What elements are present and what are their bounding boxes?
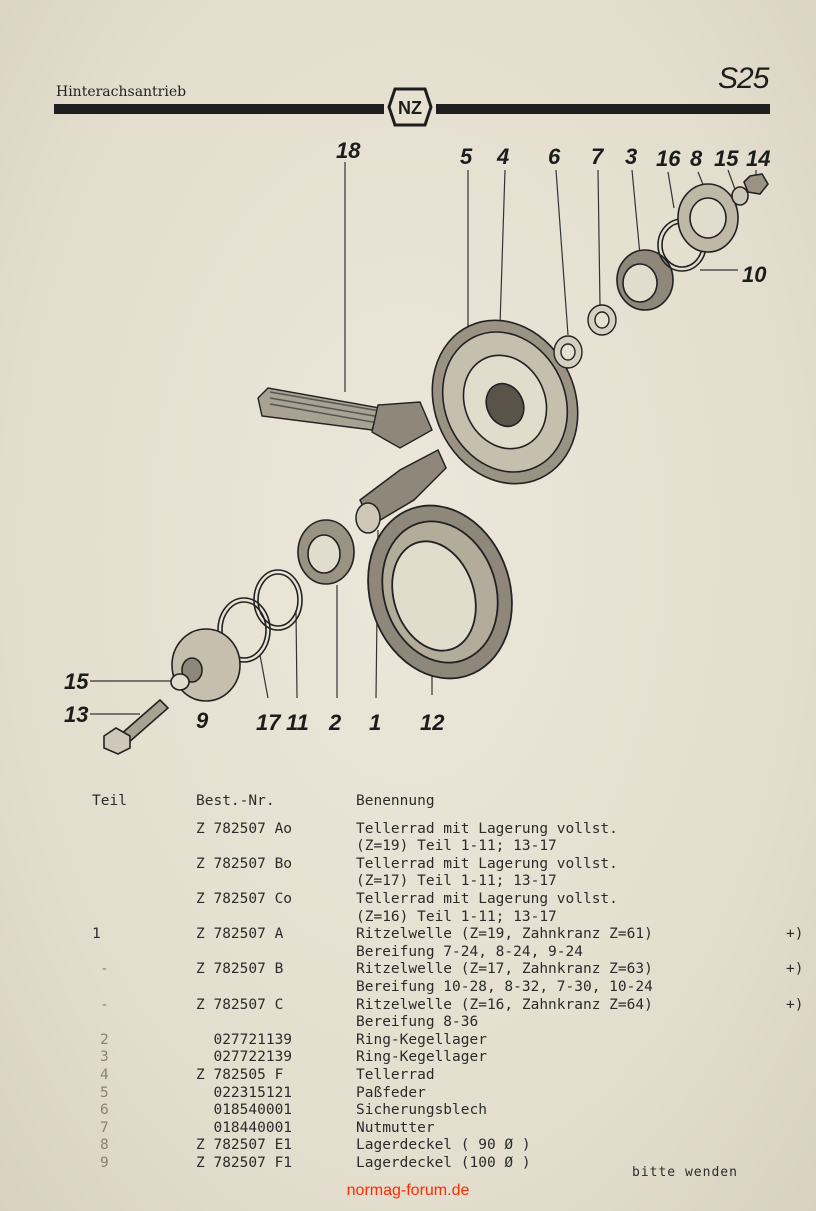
cell-best-nr [196, 909, 356, 927]
cell-benennung [356, 873, 756, 891]
cell-teil: - [100, 996, 109, 1013]
nz-logo-icon [387, 87, 433, 127]
cell-benennung [356, 1014, 756, 1032]
benennung-text: Nutmutter [356, 1119, 435, 1136]
cell-best-nr [196, 979, 356, 997]
callout-15-bottom: 15 [64, 669, 89, 694]
table-row [84, 1032, 756, 1050]
table-row [84, 891, 756, 909]
cell-teil: 1 [92, 926, 101, 943]
benennung-text: Tellerrad mit Lagerung vollst. [356, 855, 618, 872]
table-row [84, 979, 756, 997]
table-body [84, 820, 804, 1173]
table-row [84, 838, 756, 856]
benennung-text: (Z=16) Teil 1-11; 13-17 [356, 908, 557, 925]
cell-teil: 4 [100, 1066, 109, 1083]
cell-teil: 6 [100, 1102, 109, 1119]
header-best-nr: Best.-Nr. [196, 793, 275, 809]
cell-best-nr: Z 782507 A [196, 926, 284, 943]
cell-teil [84, 856, 196, 874]
cell-benennung [356, 961, 804, 979]
table-row [84, 961, 756, 979]
cell-benennung [356, 996, 804, 1015]
benennung-text: Ritzelwelle (Z=19, Zahnkranz Z=61) [356, 926, 653, 943]
benennung-text: Bereifung 10-28, 8-32, 7-30, 10-24 [356, 978, 653, 995]
cell-benennung [356, 1032, 756, 1050]
benennung-text: (Z=17) Teil 1-11; 13-17 [356, 873, 557, 890]
cell-best-nr: 022315121 [196, 1084, 293, 1101]
cell-teil: - [100, 961, 109, 978]
cell-teil [84, 873, 196, 891]
cell-benennung [356, 821, 756, 839]
cell-teil: 3 [100, 1049, 109, 1066]
table-row [84, 1120, 756, 1138]
benennung-text: (Z=19) Teil 1-11; 13-17 [356, 838, 557, 855]
table-row [84, 873, 756, 891]
cell-teil [84, 838, 196, 856]
cell-best-nr: 018540001 [196, 1102, 293, 1119]
table-row [84, 1085, 756, 1103]
benennung-text: Bereifung 7-24, 8-24, 9-24 [356, 943, 583, 960]
cell-teil: 9 [100, 1154, 109, 1171]
cell-benennung [356, 891, 756, 909]
cell-best-nr: Z 782507 Bo [196, 855, 293, 872]
table-header-row [84, 793, 756, 821]
benennung-text: Ring-Kegellager [356, 1031, 487, 1048]
callout-8: 8 [690, 146, 703, 171]
cell-benennung [356, 1120, 756, 1138]
callout-14: 14 [746, 146, 771, 171]
callout-4: 4 [497, 144, 510, 169]
callout-13: 13 [64, 702, 89, 727]
table-row [84, 1014, 756, 1032]
table-row [84, 821, 756, 839]
cell-benennung [356, 1085, 756, 1103]
note-marker: +) [786, 996, 804, 1013]
cell-best-nr: Z 782507 C [196, 996, 284, 1013]
header-rule-left [54, 104, 384, 114]
benennung-text: Ring-Kegellager [356, 1049, 487, 1066]
benennung-text: Ritzelwelle (Z=16, Zahnkranz Z=64) [356, 996, 653, 1013]
cell-best-nr: Z 782505 F [196, 1066, 284, 1083]
benennung-text: Paßfeder [356, 1084, 426, 1101]
cell-best-nr: Z 782507 E1 [196, 1137, 293, 1154]
table-row [84, 856, 756, 874]
benennung-text: Bereifung 8-36 [356, 1014, 479, 1031]
callout-5: 5 [460, 144, 473, 169]
callout-3: 3 [625, 144, 638, 169]
cell-best-nr [196, 873, 356, 891]
cell-teil [84, 944, 196, 962]
cell-benennung [356, 926, 804, 944]
benennung-text: Sicherungsblech [356, 1102, 487, 1119]
table-row [84, 926, 756, 944]
callout-1: 1 [369, 710, 382, 735]
cell-best-nr: Z 782507 Co [196, 890, 293, 907]
callout-10: 10 [742, 262, 767, 287]
cell-best-nr [196, 1014, 356, 1032]
header-benennung: Benennung [356, 793, 435, 809]
table-row [84, 1137, 756, 1155]
cell-benennung [356, 944, 756, 962]
callout-7: 7 [591, 144, 604, 169]
table-row [84, 997, 756, 1015]
header-teil: Teil [92, 793, 127, 809]
table-row [84, 909, 756, 927]
header-rule-right [436, 104, 770, 114]
callout-15-top: 15 [714, 146, 739, 171]
cell-teil: 5 [100, 1084, 109, 1101]
section-title: Hinterachsantrieb [56, 84, 187, 100]
note-marker: +) [786, 926, 804, 943]
cell-benennung [356, 1067, 756, 1085]
cell-benennung [356, 1137, 756, 1155]
cell-benennung [356, 979, 756, 997]
callout-6: 6 [548, 144, 561, 169]
callout-12: 12 [420, 710, 445, 735]
benennung-text: Tellerrad [356, 1066, 435, 1083]
benennung-text: Tellerrad mit Lagerung vollst. [356, 820, 618, 837]
cell-best-nr: 027722139 [196, 1049, 293, 1066]
callout-2: 2 [329, 710, 342, 735]
callout-11: 11 [286, 710, 309, 735]
cell-best-nr: 018440001 [196, 1119, 293, 1136]
cell-teil: 8 [100, 1137, 109, 1154]
cell-best-nr: Z 782507 Ao [196, 820, 293, 837]
table-row [84, 1067, 756, 1085]
callout-9: 9 [196, 708, 209, 733]
parts-table [84, 793, 804, 1172]
cell-best-nr [196, 944, 356, 962]
cell-teil [84, 821, 196, 839]
callout-16: 16 [656, 146, 681, 171]
note-marker: +) [786, 961, 804, 978]
benennung-text: Tellerrad mit Lagerung vollst. [356, 890, 618, 907]
page-number: S25 [718, 62, 769, 95]
cell-benennung [356, 1049, 756, 1067]
svg-text:NZ: NZ [398, 98, 422, 118]
callout-17: 17 [256, 710, 281, 735]
turn-page-note: bitte wenden [632, 1165, 738, 1180]
cell-teil [84, 979, 196, 997]
cell-teil: 7 [100, 1119, 109, 1136]
table-row [84, 1102, 756, 1120]
benennung-text: Lagerdeckel (100 Ø ) [356, 1154, 531, 1171]
benennung-text: Lagerdeckel ( 90 Ø ) [356, 1137, 531, 1154]
footer-watermark: normag-forum.de [346, 1182, 470, 1199]
benennung-text: Ritzelwelle (Z=17, Zahnkranz Z=63) [356, 961, 653, 978]
cell-teil: 2 [100, 1031, 109, 1048]
table-row [84, 944, 756, 962]
cell-benennung [356, 838, 756, 856]
cell-benennung [356, 909, 756, 927]
exploded-parts-diagram [0, 130, 816, 770]
cell-best-nr [196, 838, 356, 856]
table-row [84, 1049, 756, 1067]
cell-benennung [356, 1102, 756, 1120]
cell-teil [84, 909, 196, 927]
cell-best-nr: Z 782507 B [196, 961, 284, 978]
cell-best-nr: 027721139 [196, 1031, 293, 1048]
cell-benennung [356, 856, 756, 874]
cell-teil [84, 1014, 196, 1032]
cell-teil [84, 891, 196, 909]
cell-best-nr: Z 782507 F1 [196, 1154, 293, 1171]
callout-18: 18 [336, 138, 361, 163]
